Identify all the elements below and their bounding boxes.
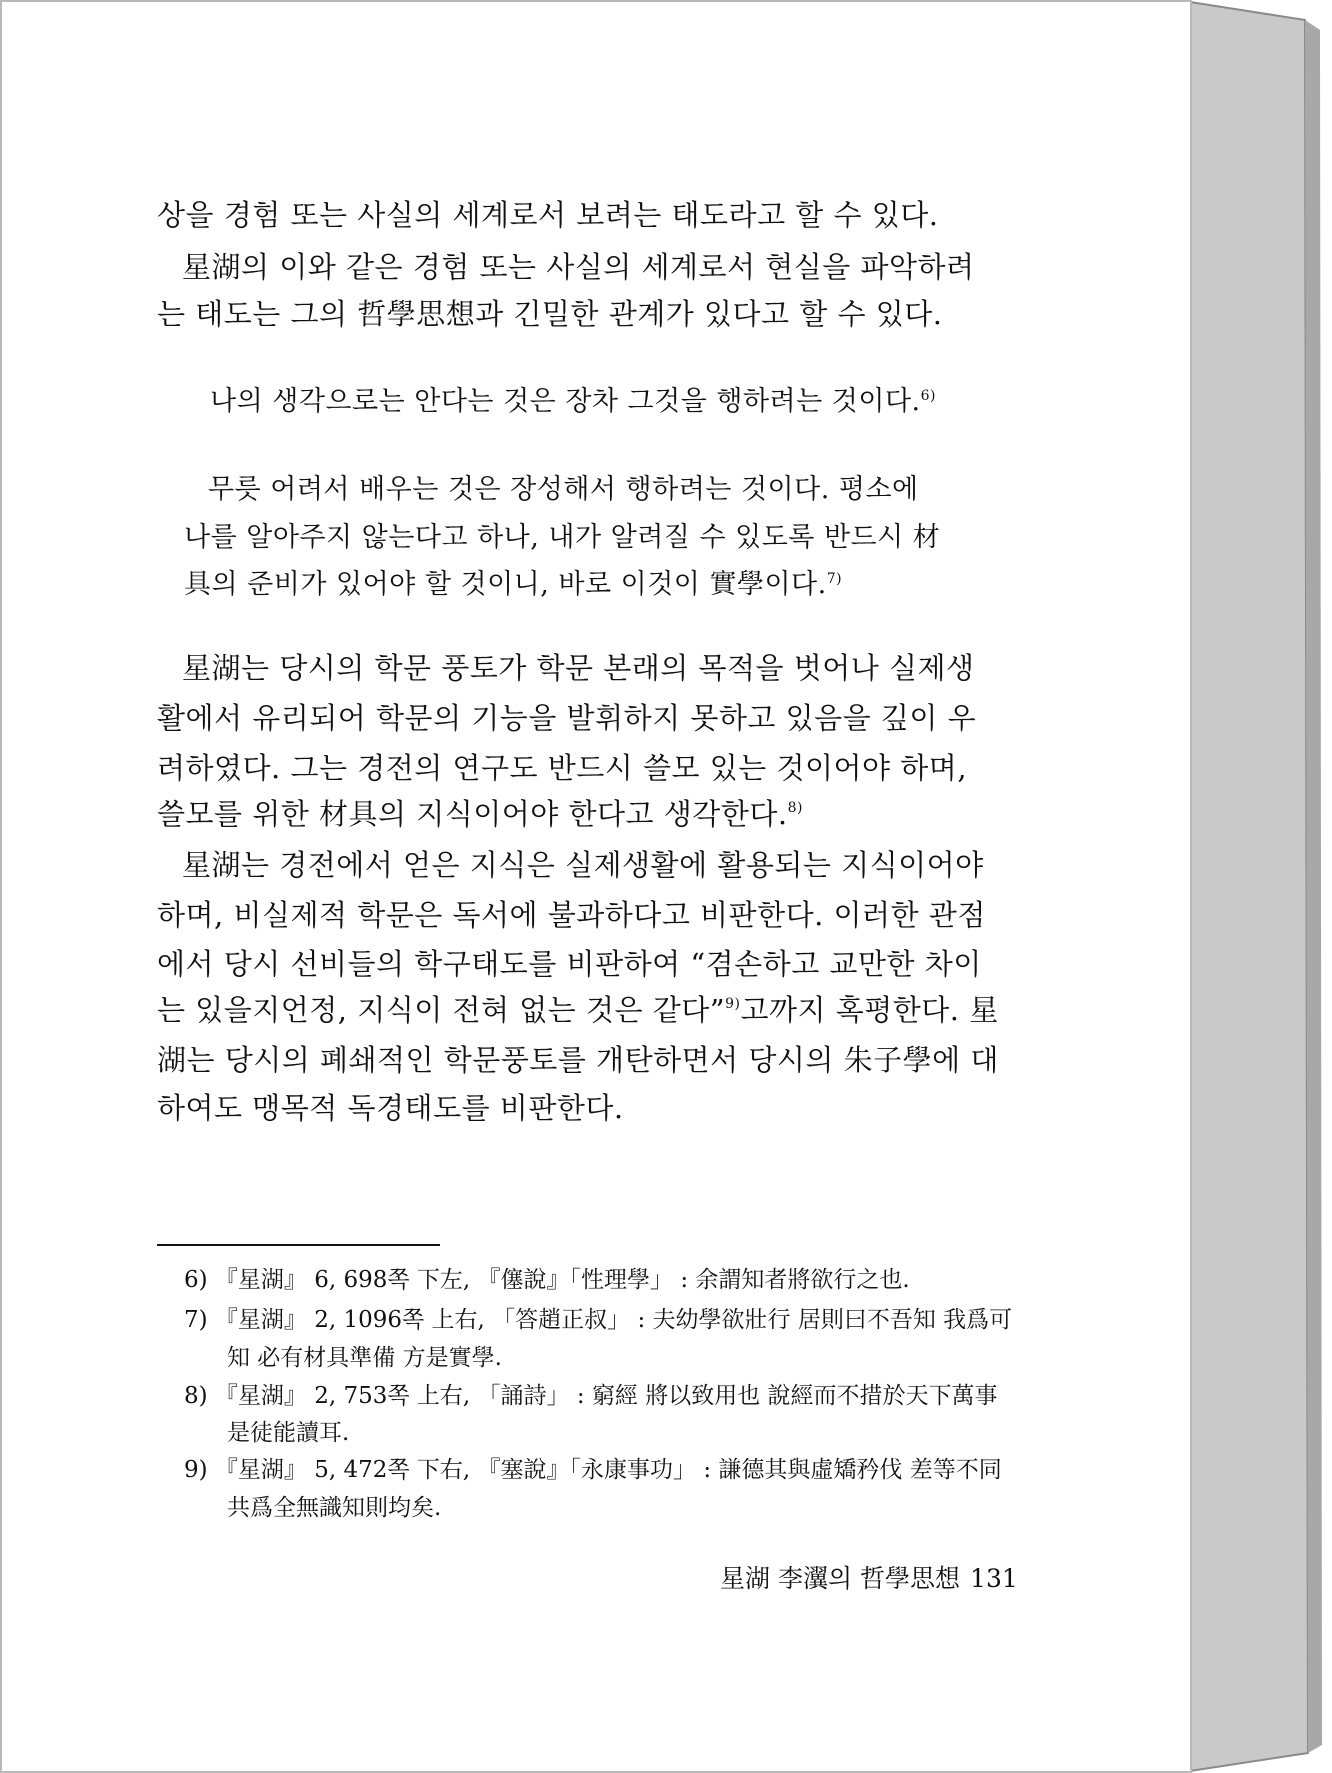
footnote-label: 7) — [184, 1307, 208, 1333]
body-line: 하여도 맹목적 독경태도를 비판한다. — [157, 1091, 624, 1125]
footnote-label: 9) — [184, 1457, 208, 1483]
body-line: 星湖의 이와 같은 경험 또는 사실의 세계로서 현실을 파악하려 — [182, 250, 975, 284]
footnote-continuation: 共爲全無識知則均矣. — [227, 1495, 442, 1521]
body-line: 星湖는 당시의 학문 풍토가 학문 본래의 목적을 벗어나 실제생 — [182, 651, 975, 685]
body-line: 활에서 유리되어 학문의 기능을 발휘하지 못하고 있음을 깊이 우 — [157, 701, 977, 735]
footnote — [184, 1304, 1012, 1336]
running-footer — [720, 1559, 1018, 1595]
footnote-text: 『星湖』 5, 472쪽 下右, 『塞說』「永康事功」 : 謙德其與虛矯矜伐 差等不同 — [214, 1457, 1002, 1483]
footnote-text: 『星湖』 2, 1096쪽 上右, 「答趙正叔」 : 夫幼學欲壯行 居則曰不吾知 我爲可 — [214, 1307, 1013, 1333]
footnote — [184, 1264, 910, 1296]
page-number: 131 — [970, 1564, 1018, 1593]
footnote-ref: 9) — [725, 996, 741, 1012]
body-line: 星湖는 경전에서 얻은 지식은 실제생활에 활용되는 지식이어야 — [182, 848, 984, 882]
body-line: 상을 경험 또는 사실의 세계로서 보려는 태도라고 할 수 있다. — [157, 198, 939, 232]
body-text: 는 있을지언정, 지식이 전혀 없는 것은 같다” — [157, 993, 726, 1027]
footnote-ref: 7) — [826, 571, 843, 587]
block-quote-line — [184, 565, 842, 605]
footnote — [184, 1380, 998, 1412]
footnote-label: 6) — [184, 1267, 208, 1293]
body-line: 는 태도는 그의 哲學思想과 긴밀한 관계가 있다고 할 수 있다. — [157, 297, 943, 331]
footnote — [184, 1454, 1002, 1486]
footnote-continuation: 知 必有材具準備 方是實學. — [227, 1345, 502, 1371]
quote-text: 具의 준비가 있어야 할 것이니, 바로 이것이 實學이다. — [184, 569, 827, 600]
footnote-text: 『星湖』 2, 753쪽 上右, 「誦詩」 : 窮經 將以致用也 說經而不措於天下萬事 — [214, 1383, 998, 1409]
body-line: 에서 당시 선비들의 학구태도를 비판하여 “겸손하고 교만한 차이 — [157, 947, 982, 981]
footnote-divider — [157, 1244, 440, 1246]
body-line: 하며, 비실제적 학문은 독서에 불과하다고 비판한다. 이러한 관점 — [157, 898, 986, 932]
footnote-continuation: 是徒能讀耳. — [227, 1420, 350, 1446]
body-line — [157, 990, 999, 1030]
body-text: 쓸모를 위한 材具의 지식이어야 한다고 생각한다. — [157, 797, 788, 831]
footnote-text: 『星湖』 6, 698쪽 下左, 『僿說』「性理學」 : 余謂知者將欲行之也. — [214, 1267, 910, 1293]
footnote-ref: 8) — [787, 800, 803, 816]
block-quote-line: 무릇 어려서 배우는 것은 장성해서 행하려는 것이다. 평소에 — [208, 474, 919, 505]
block-quote-line: 나를 알아주지 않는다고 하나, 내가 알려질 수 있도록 반드시 材 — [184, 522, 941, 553]
quote-text: 나의 생각으로는 안다는 것은 장차 그것을 행하려는 것이다. — [210, 386, 921, 417]
footnote-ref: 6) — [920, 388, 937, 404]
book-edge — [1190, 0, 1332, 1773]
body-text: 고까지 혹평한다. 星 — [740, 993, 999, 1027]
body-line: 湖는 당시의 폐쇄적인 학문풍토를 개탄하면서 당시의 朱子學에 대 — [157, 1043, 999, 1077]
block-quote-line — [210, 382, 936, 422]
body-line — [157, 794, 803, 834]
footer-title: 星湖 李瀷의 哲學思想 — [720, 1564, 961, 1593]
footnote-label: 8) — [184, 1383, 208, 1409]
body-line: 려하였다. 그는 경전의 연구도 반드시 쓸모 있는 것이어야 하며, — [157, 751, 968, 785]
